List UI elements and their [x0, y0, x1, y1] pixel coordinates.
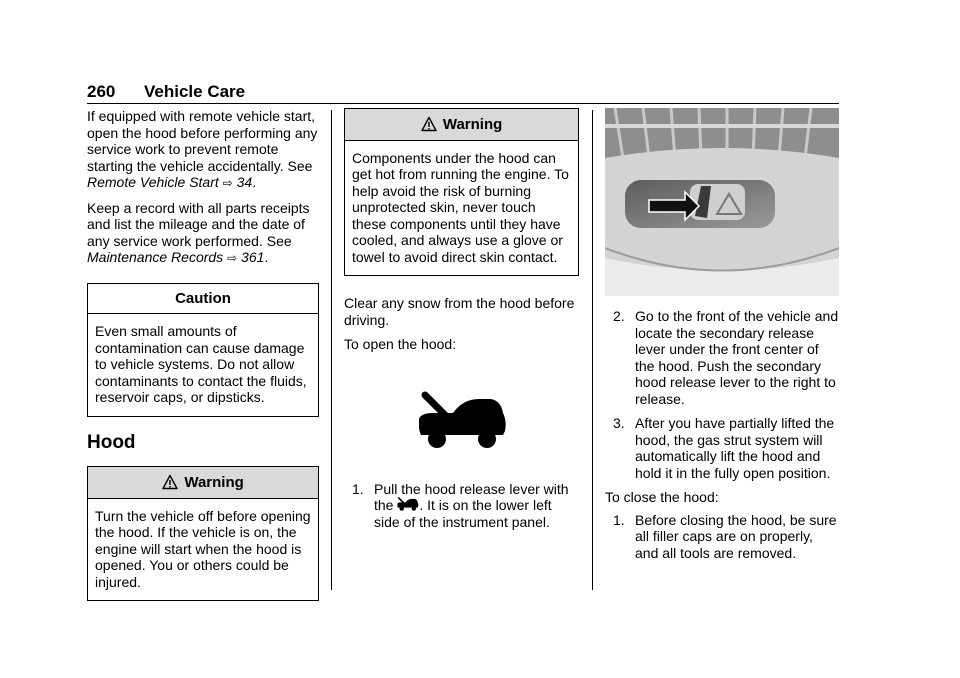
- warning-body: Turn the vehicle off before opening the hood. If the vehicle is on, the engine will start when the hood is opened. You or others could be injured.: [95, 507, 311, 590]
- hood-release-icon: [419, 391, 507, 453]
- warning-triangle-icon: [162, 474, 178, 490]
- section-title: Vehicle Care: [144, 82, 246, 101]
- caution-body: Even small amounts of contamination can cause damage to vehicle systems. Do not allow contaminants to contact the fluids, reservoir caps, or dipsticks.: [95, 323, 307, 405]
- hood-release-icon: [397, 497, 419, 512]
- list-item: 3. After you have partially lifted the hood, the gas strut system will automatically lift the hood and hold it in the fully open position.: [613, 415, 835, 481]
- warning-header: [345, 109, 578, 141]
- warning-box-hot-components: [344, 108, 579, 276]
- maintenance-records-page-ref[interactable]: 361: [241, 249, 265, 265]
- close-hood-intro: To close the hood:: [605, 489, 719, 505]
- secondary-release-lever-photo: [605, 108, 839, 296]
- warning-triangle-icon: [421, 116, 437, 132]
- caution-title: Caution: [88, 284, 318, 315]
- records-paragraph: Keep a record with all parts receipts and list the mileage and the date of any service work performed. See Maintenance Records ⇨ 361.: [87, 199, 310, 265]
- hood-heading: Hood: [87, 431, 136, 453]
- list-item: 2. Go to the front of the vehicle and locate the secondary release lever under the front center of the hood. Push the secondary hood release lever to the right to release.: [613, 308, 839, 407]
- warning-header: [88, 467, 318, 499]
- column-3: [605, 108, 840, 569]
- hood-release-illustration: [344, 361, 579, 481]
- open-steps-list: [344, 481, 579, 531]
- remote-start-page-ref[interactable]: 34: [236, 174, 253, 190]
- open-steps-continued: [605, 308, 840, 481]
- open-hood-intro: To open the hood:: [344, 336, 457, 352]
- column-divider-1: [331, 110, 332, 590]
- snow-paragraph: Clear any snow from the hood before driving.: [344, 295, 575, 328]
- column-divider-2: [592, 110, 593, 590]
- caution-box: [87, 283, 319, 417]
- column-1: [87, 108, 319, 601]
- maintenance-records-link[interactable]: Maintenance Records: [87, 249, 224, 265]
- remote-start-paragraph: If equipped with remote vehicle start, open the hood before performing any service work to prevent remote starting the vehicle accidentally. See Remote Vehicle Start ⇨ 34.: [87, 108, 318, 190]
- remote-vehicle-start-link[interactable]: Remote Vehicle Start: [87, 174, 219, 190]
- warning-title: Warning: [442, 116, 503, 133]
- column-2: [344, 108, 579, 538]
- page-number: 260: [87, 82, 116, 101]
- warning-box-engine: [87, 466, 319, 601]
- header-divider: [87, 103, 839, 104]
- list-item: 1. Before closing the hood, be sure all filler caps are on properly, and all tools are removed.: [613, 511, 837, 561]
- page-ref-arrow-icon: ⇨: [227, 251, 238, 265]
- page-ref-arrow-icon: ⇨: [222, 176, 233, 190]
- close-steps-list: [605, 512, 840, 562]
- list-item: 1. Pull the hood release lever with the . It is on the lower left side of the instrument panel.: [352, 480, 569, 530]
- warning-title: Warning: [184, 474, 244, 491]
- warning-body: Components under the hood can get hot from running the engine. To help avoid the risk of burning unprotected skin, never touch these components until they have cooled, and always use a glove or towel to avoid direct skin contact.: [352, 149, 569, 265]
